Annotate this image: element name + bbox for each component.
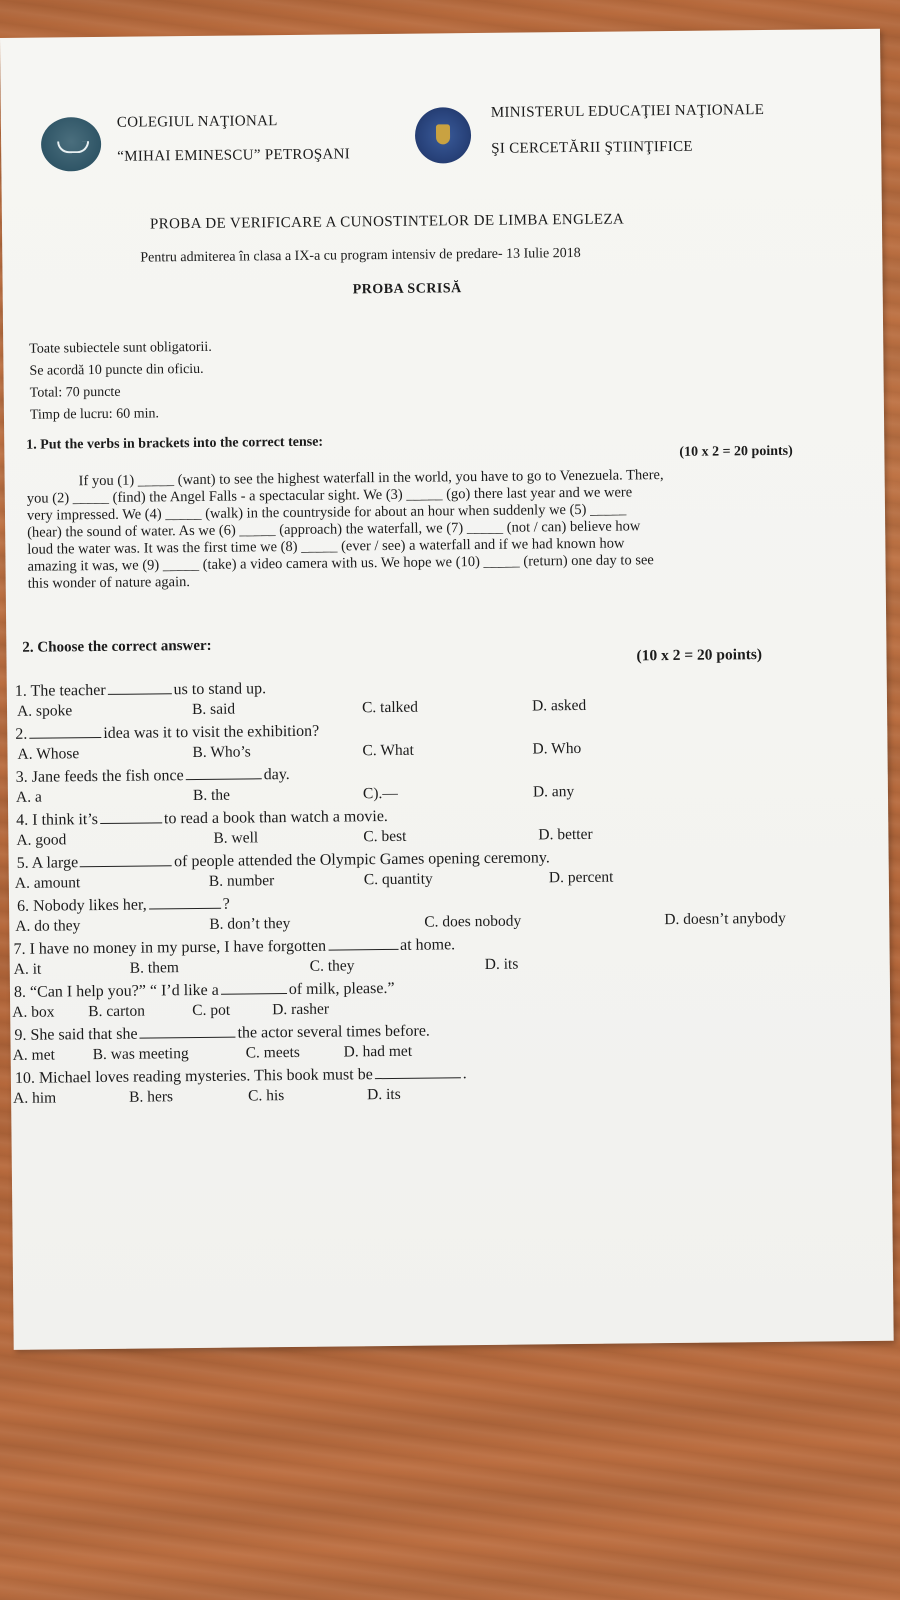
answer-option-c: C. quantity (363, 870, 433, 889)
answer-option-b: B. the (192, 786, 231, 805)
ministry-crest (415, 107, 472, 164)
answer-blank (108, 692, 172, 695)
exercise1-line: If you (1) _____ (want) to see the highest waterfall in the world, you have to go to Venezuela. There, (78, 467, 664, 490)
header-left-line1: COLEGIUL NAŢIONAL (116, 113, 278, 131)
answer-option-c: C. talked (361, 698, 419, 717)
question-text-end: ? (222, 895, 230, 913)
answer-option-d: D. better (538, 825, 593, 844)
answer-option-d: D. had met (343, 1042, 413, 1061)
answer-option-d: D. rasher (272, 1000, 330, 1019)
answer-blank (328, 948, 398, 951)
answer-option-d: D. asked (531, 696, 587, 715)
question-stem (15, 1065, 467, 1088)
answer-option-a: A. amount (14, 874, 81, 892)
answer-option-a: A. spoke (16, 702, 73, 720)
answer-option-c: C. meets (245, 1043, 300, 1062)
question-text-end: of people attended the Olympic Games opening ceremony. (174, 849, 550, 871)
question-text: 2. (15, 725, 28, 743)
exercise2-title: 2. Choose the correct answer: (22, 637, 212, 656)
answer-blank (140, 1036, 236, 1039)
answer-option-b: B. them (129, 959, 179, 977)
question-text-end: to read a book than watch a movie. (163, 807, 388, 828)
question-text-end: at home. (399, 936, 456, 954)
answer-option-a: A. box (12, 1003, 55, 1021)
header-right-line1: MINISTERUL EDUCAŢIEI NAŢIONALE (490, 102, 765, 121)
answer-option-c: C. does nobody (424, 912, 522, 931)
answer-option-a: A. it (13, 960, 42, 978)
answer-option-a: A. do they (15, 917, 81, 935)
answer-option-a: A. him (13, 1089, 57, 1107)
answer-option-b: B. was meeting (92, 1045, 189, 1064)
question-text-end: . (462, 1065, 467, 1083)
answer-option-b: B. carton (88, 1002, 146, 1021)
question-stem (16, 766, 290, 787)
question-text-end: the actor several times before. (237, 1022, 430, 1042)
question-stem (13, 936, 455, 959)
exam-paper (0, 29, 894, 1350)
answer-blank (149, 907, 221, 910)
question-text: 6. Nobody likes her, (17, 896, 147, 915)
exercise1-title: 1. Put the verbs in brackets into the correct tense: (26, 434, 324, 453)
answer-option-a: A. a (15, 788, 42, 806)
instruction-4: Timp de lucru: 60 min. (29, 406, 160, 423)
answer-blank (29, 736, 101, 739)
answer-option-b: B. well (213, 829, 259, 847)
question-text: 9. She said that she (14, 1025, 138, 1044)
question-text-end: of milk, please.” (288, 979, 395, 999)
college-logo (41, 117, 102, 172)
answer-option-d: D. percent (548, 868, 614, 887)
answer-blank (186, 777, 262, 780)
section-title: PROBA SCRISĂ (352, 281, 462, 298)
answer-option-d: D. its (484, 955, 519, 973)
exercise1-line: (hear) the sound of water. As we (6) _____ (approach) the waterfall, we (7) _____ (not / can) believe how (27, 518, 641, 541)
exam-title: PROBA DE VERIFICARE A CUNOSTINTELOR DE LIMBA ENGLEZA (149, 211, 625, 233)
question-text: 5. A large (16, 854, 79, 872)
question-text-end: us to stand up. (173, 680, 267, 699)
answer-option-c: C. his (248, 1087, 285, 1105)
question-stem (15, 723, 319, 744)
exam-subtitle: Pentru admiterea în clasa a IX-a cu program intensiv de predare- 13 Iulie 2018 (140, 245, 581, 266)
question-stem (17, 896, 230, 916)
exercise1-line: this wonder of nature again. (27, 574, 191, 592)
instruction-1: Toate subiectele sunt obligatorii. (29, 339, 212, 357)
question-stem (17, 849, 550, 873)
answer-blank (100, 821, 162, 824)
exercise1-line: amazing it was, we (9) _____ (take) a video camera with us. We hope we (10) _____ (return) one day to see (27, 552, 654, 575)
instruction-2: Se acordă 10 puncte din oficiu. (29, 361, 204, 379)
answer-option-a: A. met (12, 1046, 55, 1064)
exercise1-points: (10 x 2 = 20 points) (679, 443, 793, 460)
question-text: 8. “Can I help you?” “ I’d like a (13, 981, 219, 1001)
answer-option-b: B. said (191, 700, 236, 719)
answer-option-c: C. they (309, 957, 355, 975)
exercise1-line: very impressed. We (4) _____ (walk) in the countryside for about an hour when suddenly we (5) _____ (26, 501, 627, 524)
answer-option-a: A. good (16, 831, 67, 849)
question-stem (14, 1023, 430, 1045)
exercise1-line: you (2) _____ (find) the Angel Falls - a spectacular sight. We (3) _____ (go) there last year and we were (26, 484, 633, 507)
question-text: 10. Michael loves reading mysteries. This book must be (14, 1066, 373, 1087)
header-left-line2: “MIHAI EMINESCU” PETROŞANI (117, 146, 351, 165)
exercise1-text (27, 465, 836, 592)
header-right-line2: ŞI CERCETĂRII ŞTIINŢIFICE (491, 138, 693, 157)
answer-option-d: D. Who (532, 739, 582, 758)
instruction-3: Total: 70 puncte (29, 384, 121, 401)
question-text: 7. I have no money in my purse, I have forgotten (13, 937, 327, 958)
question-stem (14, 980, 395, 1002)
answer-option-c: C. What (362, 741, 414, 760)
answer-option-b: B. don’t they (209, 915, 291, 933)
question-text: 4. I think it’s (16, 811, 99, 829)
answer-option-c: C. best (363, 827, 407, 846)
answer-option-b: B. hers (129, 1088, 174, 1106)
question-text-end: idea was it to visit the exhibition? (103, 722, 320, 742)
answer-blank (375, 1076, 461, 1079)
exercise1-line: loud the water was. It was the first time we (8) _____ (ever / see) a waterfall and if we had known how (27, 535, 625, 558)
answer-option-b: B. number (208, 872, 275, 890)
answer-option-d: D. its (366, 1085, 401, 1104)
answer-blank (221, 992, 287, 995)
answer-option-c: C).— (362, 784, 398, 803)
question-stem (16, 808, 388, 830)
question-stem (15, 680, 266, 701)
answer-option-c: C. pot (192, 1001, 231, 1020)
question-text: 3. Jane feeds the fish once (15, 767, 184, 786)
answer-option-b: B. Who’s (192, 743, 251, 762)
question-text-end: day. (263, 766, 290, 784)
answer-blank (80, 864, 172, 867)
answer-option-a: A. Whose (17, 745, 80, 763)
question-text: 1. The teacher (14, 681, 106, 700)
exercise2-points: (10 x 2 = 20 points) (636, 646, 763, 665)
answer-option-d: D. doesn’t anybody (664, 909, 786, 929)
answer-option-d: D. any (532, 783, 575, 801)
